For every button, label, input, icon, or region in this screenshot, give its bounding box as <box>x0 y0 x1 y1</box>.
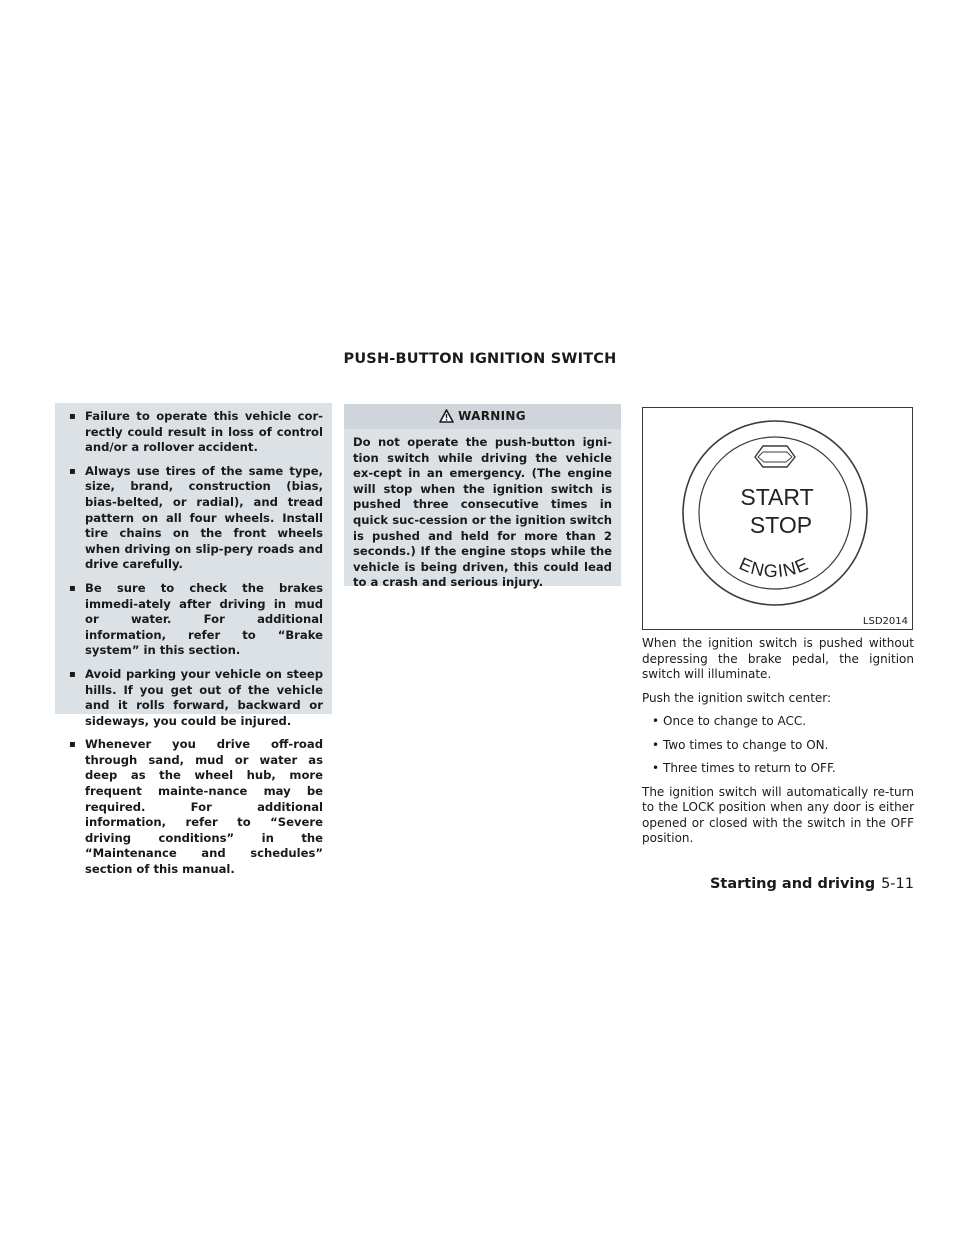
paragraph: When the ignition switch is pushed without depressing the brake pedal, the ignition switch will illuminate. <box>642 636 914 681</box>
caution-item: ▪ Failure to operate this vehicle cor-rectly could result in loss of control and/or a rollover accident. <box>65 409 323 456</box>
ignition-switch-figure <box>642 407 913 630</box>
list-item: • Three times to return to OFF. <box>642 761 914 777</box>
svg-text:ENGINE <box>736 553 812 581</box>
list-item: • Once to change to ACC. <box>642 714 914 730</box>
caution-item: ▪ Always use tires of the same type, size, brand, construction (bias, bias-belted, or radial), and tread pattern on all four wheels. Install tire chains on the front wheels when driving on slip-pery roads and drive carefully. <box>65 464 323 573</box>
warning-header <box>344 404 621 429</box>
caution-box <box>55 403 332 877</box>
paragraph: The ignition switch will automatically re-turn to the LOCK position when any door is either opened or closed with the switch in the OFF position. <box>642 784 914 845</box>
chapter-title: Starting and driving <box>709 876 876 892</box>
list-item: • Two times to change to ON. <box>642 738 914 754</box>
paragraph: Push the ignition switch center: <box>642 690 832 705</box>
page-number: 5-11 <box>881 876 914 892</box>
caution-item: ▪ Whenever you drive off-road through sand, mud or water as deep as the wheel hub, more frequent mainte-nance may be required. For additional information, refer to “Severe driving conditions” in the “Maintenance and schedules” section of this manual. <box>65 737 323 877</box>
stop-label: STOP <box>749 512 813 538</box>
warning-text: Do not operate the push-button igni-tion switch while driving the vehicle ex-cept in an emergency. (The engine will stop when the ignition switch is pushed three consecutive times in quick suc-cession or the ignition switch is pushed and held for more than 2 seconds.) If the engine stops while the vehicle is being driven, this could lead to a crash and serious injury. <box>353 435 612 590</box>
warning-heading: WARNING <box>458 409 526 423</box>
body-text <box>642 636 914 855</box>
caution-list <box>65 409 323 878</box>
start-label: START <box>740 484 814 510</box>
caution-item: ▪ Be sure to check the brakes immedi-ately after driving in mud or water. For additional information, refer to “Brake system” in this section. <box>65 581 323 659</box>
engine-arc-label: ENGINE <box>736 553 812 582</box>
caution-item: ▪ Avoid parking your vehicle on steep hills. If you get out of the vehicle and it rolls forward, backward or sideways, you could be injured. <box>65 667 323 729</box>
warning-triangle-icon <box>439 409 454 423</box>
page-footer <box>710 876 914 892</box>
warning-box <box>344 404 621 590</box>
figure-code: LSD2014 <box>862 616 908 627</box>
ignition-button-illustration <box>643 408 912 629</box>
steps-list <box>642 714 914 777</box>
section-title: PUSH-BUTTON IGNITION SWITCH <box>343 351 617 367</box>
